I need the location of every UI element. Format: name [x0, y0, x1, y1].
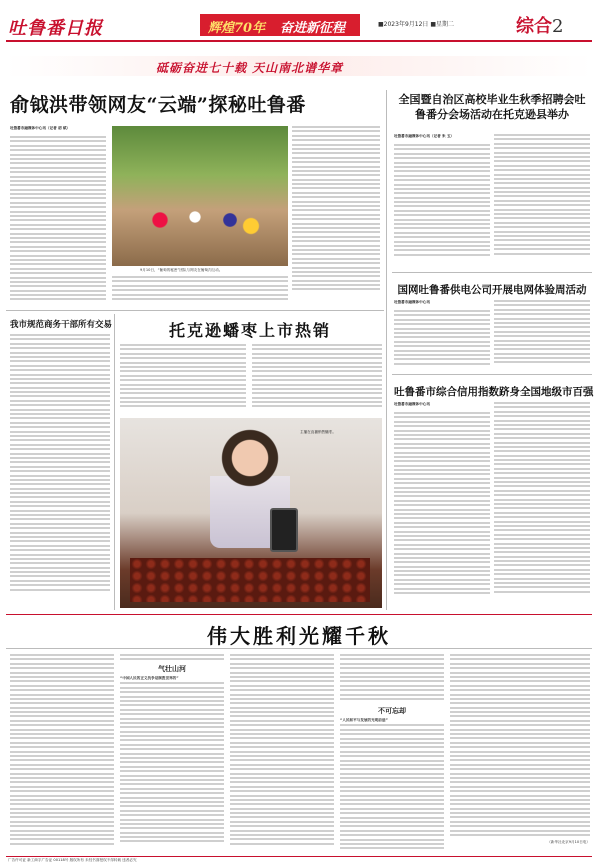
- right-top-lines-b: [494, 134, 590, 264]
- right-bottom-lines-a: [394, 412, 490, 608]
- feature-col-1: [10, 654, 114, 852]
- lead-body-col2: [112, 276, 288, 304]
- footer-text: 广告许可证 新工商字广告证 00118号 版权所有 未经书面授权不得转载 违者必究: [8, 858, 137, 862]
- slogan-text: 砥砺奋进七十载 天山南北谱华章: [156, 61, 344, 75]
- lead-headline: 俞钺洪带领网友“云端”探秘吐鲁番: [10, 94, 306, 116]
- feature-col-2: [120, 654, 224, 852]
- right-top-headline: 全国暨自治区高校毕业生秋季招聘会吐鲁番分会场活动在托克逊县举办: [398, 93, 586, 121]
- lead-body-col3: [292, 126, 380, 304]
- center-mid-headline: 托克逊蟠枣上市热销: [168, 321, 331, 340]
- feature-col-5: [450, 654, 590, 852]
- section-label: 综合2: [516, 16, 564, 37]
- banner-a: 辉煌70年: [208, 21, 266, 36]
- footer-rule: [6, 856, 592, 857]
- banner-b: 奋进新征程: [280, 21, 346, 36]
- divider-right-2: [392, 374, 592, 375]
- feature-quote-a: “中国人民的正义抗争是制胜世界的”: [120, 676, 179, 680]
- right-mid-byline: 吐鲁番市融媒体中心讯: [394, 300, 430, 304]
- masthead: [0, 0, 598, 48]
- banner: [200, 14, 360, 36]
- date-square-icon: ■: [378, 21, 384, 28]
- right-bottom-lines-b: [494, 402, 590, 608]
- center-mid-lines-a: [120, 344, 246, 414]
- masthead-title: 吐鲁番日报: [8, 18, 103, 39]
- right-top-lines-a: [394, 144, 490, 264]
- feature-col-3: [230, 654, 334, 852]
- dates-basket: [130, 558, 370, 602]
- center-mid-lines-b: [252, 344, 382, 414]
- slogan-band: [6, 56, 592, 76]
- left-mid-lines: [10, 334, 110, 610]
- feature-section-a: 气壮山河: [158, 664, 186, 673]
- masthead-rule: [6, 40, 592, 42]
- right-mid-headline: 国网吐鲁番供电公司开展电网体验周活动: [397, 284, 587, 296]
- center-photo-caption: 主播在直播销售蟠枣。: [300, 430, 336, 434]
- weekday-square-icon: ■: [430, 21, 436, 28]
- feature-quote-b: “人民和平与发展的光明前途”: [340, 718, 388, 722]
- divider-col: [386, 90, 387, 610]
- lead-photo-caption: 9月10日，“葡萄的秘密”团队与网友在葡萄沟互动。: [140, 268, 223, 272]
- center-photo: [120, 418, 382, 608]
- feature-section-b: 不可忘却: [378, 706, 406, 715]
- left-mid-headline: 我市规范商务干部所有交易: [10, 320, 113, 330]
- divider-lead: [6, 310, 384, 311]
- right-mid-lines-b: [494, 300, 590, 370]
- feature-attribution: （新华社北京9月10日电）: [547, 840, 590, 844]
- feature-headline: 伟大胜利光耀千秋: [207, 624, 391, 648]
- lead-byline: 吐鲁番市融媒体中心讯（记者 胡 斌）: [10, 126, 71, 130]
- date-line: ■2023年9月12日 ■星期二: [378, 21, 455, 28]
- lead-body-lines: [10, 136, 106, 306]
- crowd-shape: [132, 196, 272, 256]
- feature-rule-top: [6, 614, 592, 615]
- right-mid-lines-a: [394, 310, 490, 370]
- right-top-byline: 吐鲁番市融媒体中心讯（记者 朱 玉）: [394, 134, 455, 138]
- right-bottom-byline: 吐鲁番市融媒体中心讯: [394, 402, 430, 406]
- lead-photo: [112, 126, 288, 266]
- feature-rule: [6, 648, 592, 649]
- phone-icon: [270, 508, 298, 552]
- feature-col-4: [340, 654, 444, 852]
- divider-right-1: [392, 272, 592, 273]
- right-bottom-headline: 吐鲁番市综合信用指数跻身全国地级市百强: [394, 386, 594, 398]
- divider-left-col: [114, 314, 115, 610]
